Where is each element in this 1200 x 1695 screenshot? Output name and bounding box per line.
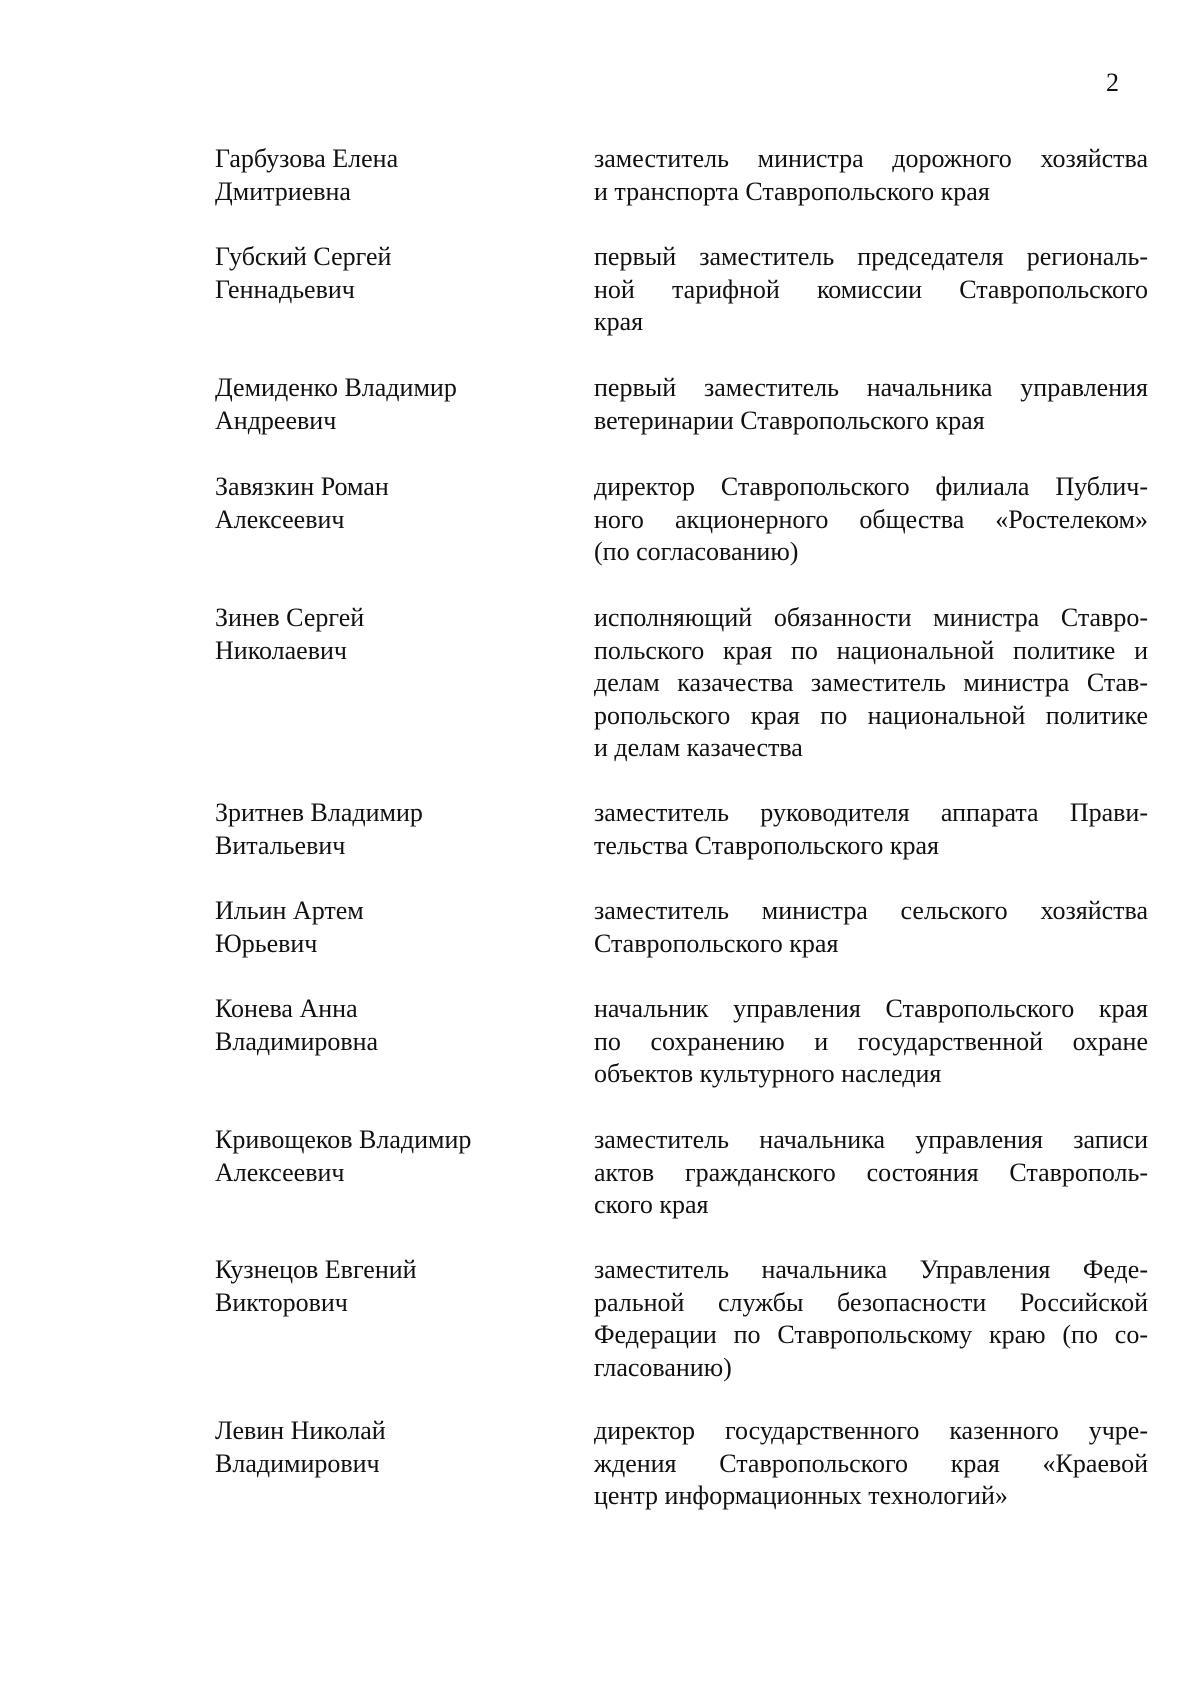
member-position-line: ральной службы безопасности Российской [594, 1287, 1148, 1317]
member-position-line: и делам казачества [594, 733, 803, 762]
member-position-line: и транспорта Ставропольского края [594, 176, 990, 206]
member-position-line: начальник управления Ставропольского края [594, 994, 1148, 1023]
member-position-line: ного акционерного общества «Ростелеком» [594, 504, 1148, 534]
member-name-line: Ильин Артем [215, 896, 364, 925]
member-name [215, 797, 575, 862]
member-position [594, 372, 1148, 437]
member-name [215, 143, 575, 208]
member-name-line: Николаевич [215, 635, 347, 665]
member-position-line: польского края по национальной политике и [594, 635, 1148, 665]
member-position-line: заместитель руководителя аппарата Прави- [594, 798, 1148, 827]
member-name [215, 1124, 575, 1189]
member-name [215, 993, 575, 1058]
member-name-line: Кузнецов Евгений [215, 1255, 417, 1284]
member-position-line: (по согласованию) [594, 537, 799, 566]
member-position-line: гласованию) [594, 1352, 732, 1382]
member-position-line: первый заместитель начальника управления [594, 373, 1148, 402]
member-position-line: Федерации по Ставропольскому краю (по со- [594, 1320, 1148, 1349]
member-name [215, 1254, 575, 1319]
member-name-line: Кривощеков Владимир [215, 1125, 472, 1154]
member-position-line: края [594, 307, 644, 336]
member-name-line: Конева Анна [215, 994, 358, 1023]
member-position-line: центр информационных технологий» [594, 1481, 1008, 1510]
member-position [594, 602, 1148, 765]
member-position-line: заместитель министра сельского хозяйства [594, 896, 1148, 925]
member-position-line: по сохранению и государственной охране [594, 1026, 1148, 1056]
member-name-line: Витальевич [215, 830, 346, 860]
member-position-line: директор Ставропольского филиала Публич- [594, 472, 1148, 501]
member-name-line: Владимировна [215, 1026, 379, 1056]
member-position-line: первый заместитель председателя региональ- [594, 242, 1148, 271]
member-position-line: ропольского края по национальной политике [594, 700, 1148, 730]
member-position-line: делам казачества заместитель министра Став- [594, 668, 1148, 697]
member-position-line: заместитель начальника управления записи [594, 1125, 1148, 1154]
member-name [215, 471, 575, 536]
member-name-line: Губский Сергей [215, 242, 392, 271]
member-position-line: заместитель министра дорожного хозяйства [594, 144, 1148, 173]
page-number: 2 [1106, 68, 1119, 97]
member-name-line: Завязкин Роман [215, 472, 389, 501]
member-name-line: Зинев Сергей [215, 603, 365, 632]
member-position-line: директор государственного казенного учре- [594, 1416, 1148, 1445]
member-name-line: Алексеевич [215, 504, 345, 534]
member-name-line: Андреевич [215, 405, 337, 435]
member-position [594, 471, 1148, 569]
member-position [594, 241, 1148, 339]
member-position [594, 1415, 1148, 1513]
member-name [215, 241, 575, 306]
member-name [215, 602, 575, 667]
member-position-line: ветеринарии Ставропольского края [594, 405, 985, 435]
member-name-line: Левин Николай [215, 1416, 386, 1445]
member-name-line: Викторович [215, 1287, 348, 1317]
member-name-line: Дмитриевна [215, 176, 351, 206]
member-position-line: тельства Ставропольского края [594, 830, 940, 860]
member-name [215, 895, 575, 960]
member-position-line: ждения Ставропольского края «Краевой [594, 1448, 1148, 1478]
member-name-line: Демиденко Владимир [215, 373, 457, 402]
member-name-line: Юрьевич [215, 928, 318, 958]
member-name [215, 372, 575, 437]
member-position-line: заместитель начальника Управления Феде- [594, 1255, 1148, 1284]
member-name-line: Гарбузова Елена [215, 144, 399, 173]
member-position [594, 1254, 1148, 1384]
member-position [594, 993, 1148, 1091]
member-position-line: ной тарифной комиссии Ставропольского [594, 274, 1148, 304]
member-name-line: Владимирович [215, 1448, 380, 1478]
member-name [215, 1415, 575, 1480]
member-position-line: ского края [594, 1190, 709, 1219]
member-position-line: Ставропольского края [594, 928, 839, 958]
member-position-line: объектов культурного наследия [594, 1059, 942, 1088]
member-position [594, 143, 1148, 208]
member-position-line: актов гражданского состояния Ставрополь- [594, 1157, 1148, 1187]
member-position-line: исполняющий обязанности министра Ставро- [594, 603, 1148, 632]
member-position [594, 895, 1148, 960]
member-name-line: Алексеевич [215, 1157, 345, 1187]
member-position [594, 797, 1148, 862]
member-name-line: Геннадьевич [215, 274, 355, 304]
member-position [594, 1124, 1148, 1222]
member-name-line: Зритнев Владимир [215, 798, 423, 827]
